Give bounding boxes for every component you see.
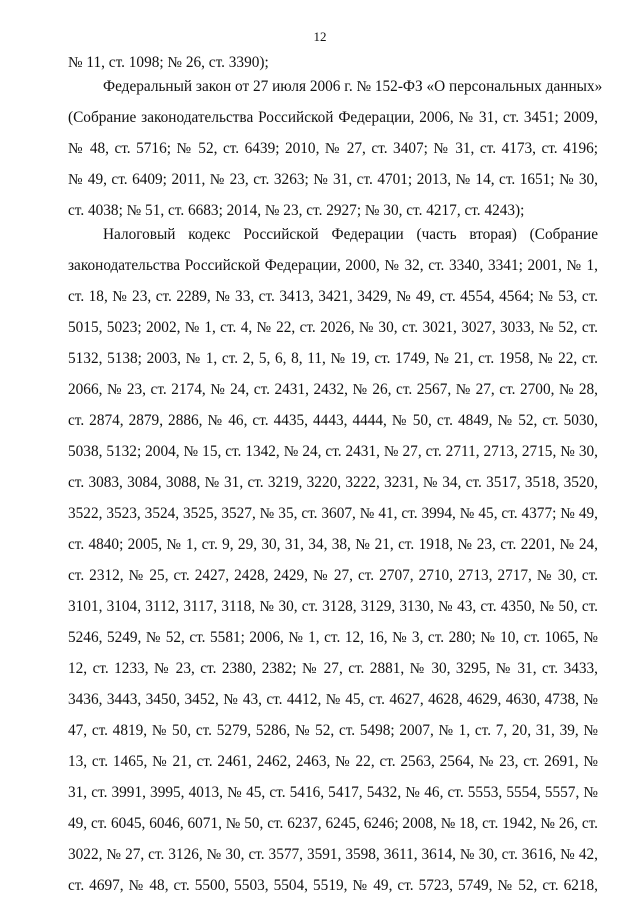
text-line: 5038, 5132; 2004, № 15, ст. 1342, № 24, ст. 2431, № 27, ст. 2711, 2713, 2715, № 30, xyxy=(68,443,598,460)
text-line: ст. 2874, 2879, 2886, № 46, ст. 4435, 4443, 4444, № 50, ст. 4849, № 52, ст. 5030, xyxy=(68,412,598,429)
text-line: 5132, 5138; 2003, № 1, ст. 2, 5, 6, 8, 11, № 19, ст. 1749, № 21, ст. 1958, № 22, ст. xyxy=(68,350,598,367)
text-line: ст. 18, № 23, ст. 2289, № 33, ст. 3413, 3421, 3429, № 49, ст. 4554, 4564; № 53, ст. xyxy=(68,288,598,305)
text-line: ст. 4038; № 51, ст. 6683; 2014, № 23, ст. 2927; № 30, ст. 4217, ст. 4243); xyxy=(68,202,525,219)
text-line: 13, ст. 1465, № 21, ст. 2461, 2462, 2463, № 22, ст. 2563, 2564, № 23, ст. 2691, № xyxy=(68,753,598,770)
text-line: ст. 4840; 2005, № 1, ст. 9, 29, 30, 31, 34, 38, № 21, ст. 1918, № 23, ст. 2201, № 24, xyxy=(68,536,598,553)
text-line: 2066, № 23, ст. 2174, № 24, ст. 2431, 2432, № 26, ст. 2567, № 27, ст. 2700, № 28, xyxy=(68,381,598,398)
text-line: Налоговый кодекс Российской Федерации (часть вторая) (Собрание xyxy=(103,226,598,243)
text-line: 3436, 3443, 3450, 3452, № 43, ст. 4412, № 45, ст. 4627, 4628, 4629, 4630, 4738, № xyxy=(68,691,598,708)
text-line: № 49, ст. 6409; 2011, № 23, ст. 3263; № 31, ст. 4701; 2013, № 14, ст. 1651; № 30, xyxy=(68,171,598,188)
text-line: Федеральный закон от 27 июля 2006 г. № 152-ФЗ «О персональных данных» xyxy=(103,78,603,95)
text-line: (Собрание законодательства Российской Федерации, 2006, № 31, ст. 3451; 2009, xyxy=(68,109,598,126)
text-line: 49, ст. 6045, 6046, 6071, № 50, ст. 6237, 6245, 6246; 2008, № 18, ст. 1942, № 26, ст. xyxy=(68,815,598,832)
text-line: 3101, 3104, 3112, 3117, 3118, № 30, ст. 3128, 3129, 3130, № 43, ст. 4350, № 50, ст. xyxy=(68,598,598,615)
text-line: 5015, 5023; 2002, № 1, ст. 4, № 22, ст. 2026, № 30, ст. 3021, 3027, 3033, № 52, ст. xyxy=(68,319,598,336)
page-number: 12 xyxy=(313,29,327,44)
text-line: 47, ст. 4819, № 50, ст. 5279, 5286, № 52, ст. 5498; 2007, № 1, ст. 7, 20, 31, 39, № xyxy=(68,722,598,739)
text-line: ст. 4697, № 48, ст. 5500, 5503, 5504, 5519, № 49, ст. 5723, 5749, № 52, ст. 6218, xyxy=(68,877,598,894)
text-line: 3022, № 27, ст. 3126, № 30, ст. 3577, 3591, 3598, 3611, 3614, № 30, ст. 3616, № 42, xyxy=(68,846,598,863)
text-line: 31, ст. 3991, 3995, 4013, № 45, ст. 5416, 5417, 5432, № 46, ст. 5553, 5554, 5557, № xyxy=(68,784,598,801)
text-line: 5246, 5249, № 52, ст. 5581; 2006, № 1, ст. 12, 16, № 3, ст. 280; № 10, ст. 1065, № xyxy=(68,629,598,646)
text-line: № 48, ст. 5716; № 52, ст. 6439; 2010, № 27, ст. 3407; № 31, ст. 4173, ст. 4196; xyxy=(68,140,598,157)
text-line: ст. 2312, № 25, ст. 2427, 2428, 2429, № 27, ст. 2707, 2710, 2713, 2717, № 30, ст. xyxy=(68,567,598,584)
text-line: законодательства Российской Федерации, 2000, № 32, ст. 3340, 3341; 2001, № 1, xyxy=(68,257,598,274)
text-line: ст. 3083, 3084, 3088, № 31, ст. 3219, 3220, 3222, 3231, № 34, ст. 3517, 3518, 3520, xyxy=(68,474,598,491)
text-line: 3522, 3523, 3524, 3525, 3527, № 35, ст. 3607, № 41, ст. 3994, № 45, ст. 4377; № 49, xyxy=(68,505,598,522)
text-line: 12, ст. 1233, № 23, ст. 2380, 2382; № 27, ст. 2881, № 30, 3295, № 31, ст. 3433, xyxy=(68,660,598,677)
text-line: № 11, ст. 1098; № 26, ст. 3390); xyxy=(68,54,269,71)
